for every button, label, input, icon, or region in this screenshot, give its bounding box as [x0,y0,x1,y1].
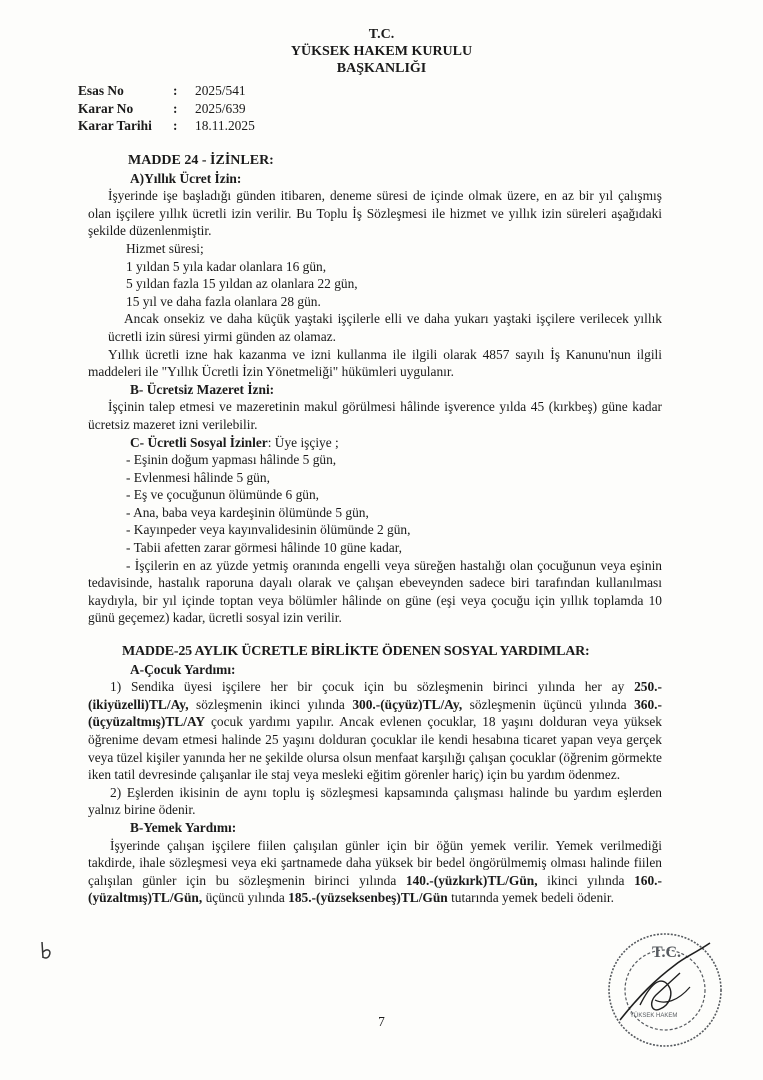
section-gap [110,627,662,643]
m24-c-title: C- Ücretli Sosyal İzinler [130,434,268,450]
m25-meal-y2: 160.-(yüzaltmış)TL/Gün, [88,872,662,906]
m24-c5: - Kayınpeder veya kayınvalidesinin ölümünde 2 gün, [126,522,411,538]
m24-a-p2: Ancak onsekiz ve daha küçük yaştaki işçilerle elli ve daha yukarı yaştaki işçilere verilecek yıllık ücretli izin süresi yirmi günden az olamaz. [108,311,662,344]
m25-amount-y2: 300.-(üçyüz)TL/Ay, [352,696,463,712]
esas-colon: : [173,83,178,98]
document-header [0,26,763,77]
m24-s1: 1 yıldan 5 yıla kadar olanlara 16 gün, [126,258,327,274]
m25-b-p1 [88,837,662,907]
m24-c3: - Eş ve çocuğunun ölümünde 6 gün, [126,487,320,503]
m25-a-p1 [88,678,662,784]
m25-p1-text4: çocuk yardımı yapılır. Ancak evlenen çocuklar, 18 yaşını dolduran veya yüksek öğrenime devam etmesi halinde 25 yaşını dolduran çocuklar ile kendi hesabına ticaret yapan veya gerçek veya tüzel kişiler yanında her ne şekilde olursa olsun menfaat karşılığı çalışan çocuklar (öğrenim görmekte iken tatil devresinde çalışanlar ile staj veya mesleki eğitim görenler hariç) için bu yardım ödenmez. [88,714,662,783]
m25-a-p2: 2) Eşlerden ikisinin de aynı toplu iş sözleşmesi kapsamında çalışması halinde bu yardım eşlerden yalnız birine ödenir. [88,784,662,818]
m25-p1-text3: sözleşmenin üçüncü yılında [462,696,635,712]
esas-row [78,82,255,100]
m24-b-title: B- Ücretsiz Mazeret İzni: [130,381,275,397]
karar-label: Karar No [78,100,134,116]
tarih-colon: : [173,118,178,133]
m24-c6: - Tabii afetten zarar görmesi hâlinde 10 güne kadar, [126,540,403,556]
svg-text:YÜKSEK HAKEM: YÜKSEK HAKEM [630,1013,678,1019]
m24-b-p1: İşçinin talep etmesi ve mazeretinin makul görülmesi hâlinde işverence yılda 45 (kırkbeş) güne kadar ücretsiz mazeret izni verilebilir. [88,399,662,432]
m25-p1-text2: sözleşmenin ikinci yılında [188,696,353,712]
header-institution: YÜKSEK HAKEM KURULU [290,44,473,59]
esas-label: Esas No [78,83,124,98]
header-presidency: BAŞKANLIĞI [336,61,427,76]
esas-value: 2025/541 [195,83,246,98]
karar-row [78,100,255,118]
m25-a-title: A-Çocuk Yardımı: [130,661,236,677]
m25-b-text1: İşyerinde çalışan işçilere fiilen çalışılan günler için bir öğün yemek verilir. Yemek verilmediği takdirde, ihale sözleşmesi veya eki şartnamede daha yüksek bir bedel öngörülmemiş olması halinde fiilen çalışılan günler için bu sözleşmenin birinci yılında [88,837,662,888]
m25-amount-y1: 250.-(ikiyüzelli)TL/Ay, [88,679,662,712]
official-seal-icon [600,925,730,1055]
m25-meal-y1: 140.-(yüzkırk)TL/Gün, [405,872,538,888]
header-tc: T.C. [368,27,395,42]
case-meta [78,82,255,135]
margin-mark-icon [38,940,58,962]
m25-p1-text1: 1) Sendika üyesi işçilere her bir çocuk için bu sözleşmenin birinci yılında her ay [110,679,635,695]
m24-c4: - Ana, baba veya kardeşinin ölümünde 5 gün, [126,504,369,520]
m24-s2: 5 yıldan fazla 15 yıldan az olanlara 22 gün, [126,276,358,292]
m24-c-suffix: : Üye işçiye ; [267,434,339,450]
madde24-title: MADDE 24 - İZİNLER: [128,153,274,168]
m24-c7: - İşçilerin en az yüzde yetmiş oranında engelli veya süreğen hastalığı olan çocuğunun veya eşinin tedavisinde, hastalık raporuna dayalı olarak ve çalışan ebeveynden sadece biri tarafından kullanılması kaydıyla, bir yıl içinde toptan veya bölümler hâlinde on güne (eşi veya çocuğu için yıllık toplamda 10 günü geçemez) kadar, ücretli sosyal izin verilir. [88,557,662,626]
m25-meal-y3: 185.-(yüzseksenbeş)TL/Gün [288,890,448,906]
m25-b-title: B-Yemek Yardımı: [130,819,237,835]
tarih-value: 18.11.2025 [195,118,255,133]
m24-c1: - Eşinin doğum yapması hâlinde 5 gün, [126,452,337,468]
madde25-title: MADDE-25 AYLIK ÜCRETLE BİRLİKTE ÖDENEN SOSYAL YARDIMLAR: [122,644,590,660]
m24-s3: 15 yıl ve daha fazla olanlara 28 gün. [126,293,321,309]
karar-colon: : [173,100,178,116]
tarih-label: Karar Tarihi [78,118,152,133]
karar-value: 2025/639 [195,100,246,116]
m25-amount-y3: 360.-(üçyüzaltmış)TL/AY [88,696,662,730]
document-body [88,152,662,907]
m25-b-text4: tutarında yemek bedeli ödenir. [447,890,614,906]
page-number: 7 [378,1014,385,1029]
tarih-row [78,117,255,135]
m24-hizmet: Hizmet süresi; [126,240,204,256]
m24-a-p3: Yıllık ücretli izne hak kazanma ve izni kullanma ile ilgili olarak 4857 sayılı İş Kanunu'nun ilgili maddeleri ile "Yıllık Ücretli İzin Yönetmeliği" hükümleri uygulanır. [88,346,662,380]
m24-a-p1: İşyerinde işe başladığı günden itibaren, deneme süresi de içinde olmak üzere, en az bir yıl çalışmış olan işçilere yıllık ücretli izin verilir. Bu Toplu İş Sözleşmesi ile hizmet ve yıllık izin süreleri aşağıdaki şekilde düzenlenmiştir. [88,188,662,239]
m24-c2: - Evlenmesi hâlinde 5 gün, [126,469,270,485]
m24-a-title: A)Yıllık Ücret İzin: [130,170,242,186]
m25-b-text2: ikinci yılında [537,872,635,888]
svg-text:T.C.: T.C. [652,944,682,961]
m25-b-text3: üçüncü yılında [202,890,289,906]
m24-c-heading [110,434,662,452]
